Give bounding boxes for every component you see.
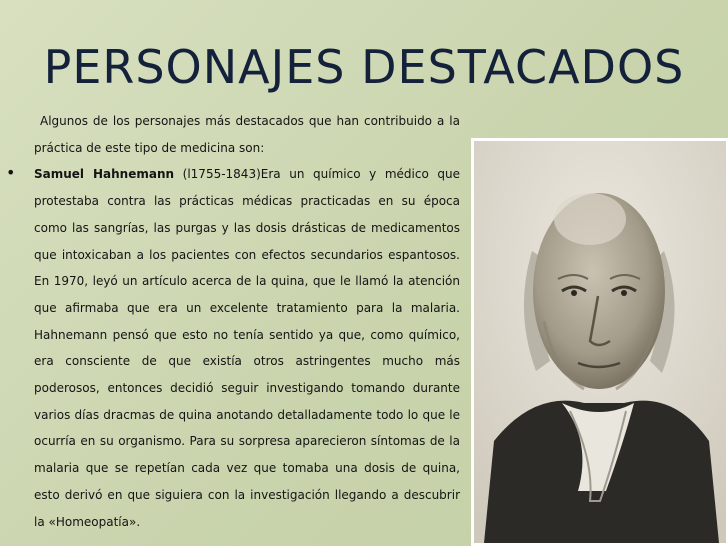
bullet-paragraph (34, 161, 460, 535)
person-name: Samuel Hahnemann (34, 167, 175, 182)
slide-body (34, 108, 460, 535)
slide-title: PERSONAJES DESTACADOS (43, 40, 685, 94)
portrait-drawing (474, 141, 726, 543)
person-description: (l1755-1843)Era un químico y médico que protestaba contra las prácticas médicas practicadas en su época como las sangrías, las purgas y las dosis drásticas de medicamentos que intoxicaban a los pacientes con efectos secundarios espantosos. En 1970, leyó un artículo acerca de la quina, que le llamó la atención que afirmaba que era un excelente tratamiento para la malaria. Hahnemann pensó que esto no tenía sentido ya que, como químico, era consciente de que existía otros astringentes mucho más poderosos, entonces decidió seguir investigando tomando durante varios días dracmas de quina anotando detalladamente todo lo que le ocurría en su organismo. Para su sorpresa aparecieron síntomas de la malaria que se repetían cada vez que tomaba una dosis de quina, esto derivó en que siguiera con la investigación llegando a descubrir la «Homeopatía». (34, 167, 460, 529)
intro-paragraph: Algunos de los personajes más destacados que han contribuido a la práctica de este tipo de medicina son: (34, 114, 460, 155)
bullet-marker: • (6, 163, 16, 182)
portrait-image (471, 138, 728, 546)
